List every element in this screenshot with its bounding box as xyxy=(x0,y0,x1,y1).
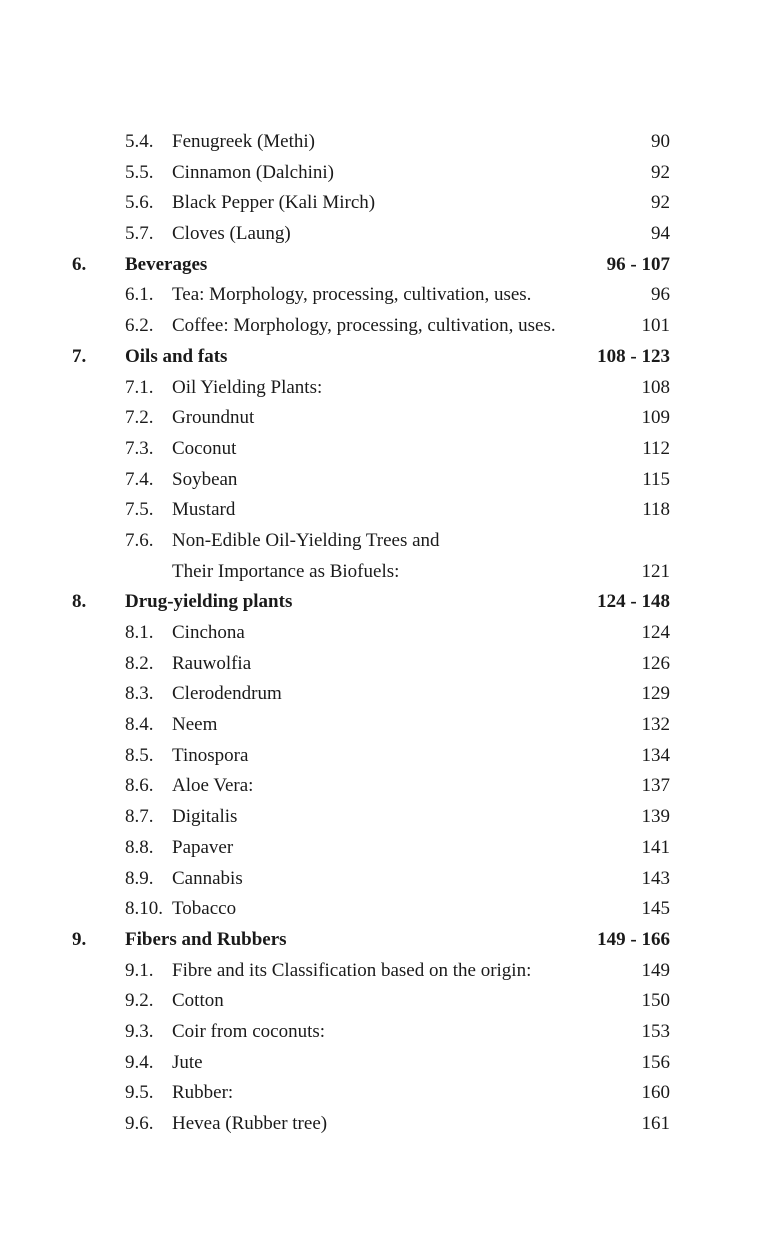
toc-entry-page: 108 - 123 xyxy=(597,345,670,367)
toc-section-row xyxy=(0,434,761,465)
toc-entry-title: Groundnut xyxy=(172,407,255,429)
toc-entry-title: Coconut xyxy=(172,437,237,459)
toc-entry-number: 9.5. xyxy=(125,1082,154,1104)
toc-section-row xyxy=(0,741,761,772)
toc-entry-page: 126 xyxy=(641,652,670,674)
toc-section-row xyxy=(0,526,761,557)
toc-entry-page: 124 - 148 xyxy=(597,591,670,613)
toc-section-row xyxy=(0,1078,761,1109)
toc-entry-title: Tinospora xyxy=(172,744,249,766)
toc-chapter-row xyxy=(0,587,761,618)
toc-entry-title: Fenugreek (Methi) xyxy=(172,131,315,152)
toc-section-row xyxy=(0,894,761,925)
toc-entry-page: 143 xyxy=(641,867,670,889)
toc-entry-number: 7.3. xyxy=(125,437,154,459)
toc-entry-title: Papaver xyxy=(172,836,234,858)
toc-entry-title: Cinnamon (Dalchini) xyxy=(172,161,334,183)
toc-entry-page: 145 xyxy=(641,898,670,920)
toc-entry-number: 8.3. xyxy=(125,683,154,705)
toc-entry-page: 112 xyxy=(642,437,670,459)
toc-entry-number: 8.10. xyxy=(125,898,163,920)
toc-entry-title: Fibers and Rubbers xyxy=(125,928,287,950)
toc-entry-page: 150 xyxy=(641,990,670,1012)
toc-entry-number: 6.2. xyxy=(125,315,154,337)
toc-entry-number: 5.5. xyxy=(125,161,154,183)
toc-section-row xyxy=(0,956,761,987)
toc-chapter-row xyxy=(0,925,761,956)
toc-section-row xyxy=(0,219,761,250)
toc-entry-number: 6. xyxy=(72,253,87,275)
toc-section-row xyxy=(0,465,761,496)
toc-entry-number: 5.7. xyxy=(125,223,154,245)
toc-section-row xyxy=(0,188,761,219)
toc-entry-page: 160 xyxy=(641,1082,670,1104)
toc-entry-number: 8.2. xyxy=(125,652,154,674)
toc-entry-number: 8. xyxy=(72,591,87,613)
toc-entry-page: 92 xyxy=(651,161,670,183)
toc-entry-page: 124 xyxy=(641,622,670,643)
toc-entry-number: 7.6. xyxy=(125,529,154,551)
toc-entry-page: 92 xyxy=(651,192,670,214)
toc-section-row xyxy=(0,127,761,158)
toc-entry-number: 9.1. xyxy=(125,959,154,981)
toc-entry-number: 9.4. xyxy=(125,1051,154,1073)
toc-entry-title: Neem xyxy=(172,714,218,736)
toc-section-row xyxy=(0,710,761,741)
toc-entry-title: Their Importance as Biofuels: xyxy=(172,560,400,582)
toc-entry-number: 5.6. xyxy=(125,192,154,214)
toc-entry-page: 161 xyxy=(641,1113,670,1134)
toc-entry-page: 109 xyxy=(641,407,670,429)
toc-entry-title: Tea: Morphology, processing, cultivation, uses. xyxy=(172,284,532,306)
toc-entry-page: 141 xyxy=(641,836,670,858)
toc-section-row xyxy=(0,986,761,1017)
toc-chapter-row xyxy=(0,250,761,281)
toc-entry-title: Fibre and its Classification based on the origin: xyxy=(172,959,532,981)
toc-entry-number: 8.7. xyxy=(125,806,154,828)
toc-entry-number: 9.2. xyxy=(125,990,154,1012)
toc-entry-number: 8.8. xyxy=(125,836,154,858)
toc-entry-number: 8.5. xyxy=(125,744,154,766)
toc-entry-title: Cotton xyxy=(172,990,224,1012)
toc-entry-page: 139 xyxy=(641,806,670,828)
toc-entry-title: Clerodendrum xyxy=(172,683,282,705)
toc-entry-number: 7.2. xyxy=(125,407,154,429)
toc-entry-page: 156 xyxy=(641,1051,670,1073)
toc-entry-title: Drug-yielding plants xyxy=(125,591,293,613)
toc-section-row xyxy=(0,158,761,189)
toc-entry-number: 7. xyxy=(72,345,87,367)
toc-section-row xyxy=(0,311,761,342)
toc-section-row xyxy=(0,649,761,680)
toc-entry-page: 137 xyxy=(641,775,670,797)
toc-entry-number: 7.4. xyxy=(125,468,154,490)
toc-entry-title: Oil Yielding Plants: xyxy=(172,376,323,398)
toc-section-row xyxy=(0,679,761,710)
toc-entry-page: 96 - 107 xyxy=(606,253,670,275)
toc-section-row xyxy=(0,1109,761,1140)
toc-entry-title: Rauwolfia xyxy=(172,652,252,674)
toc-section-row xyxy=(0,618,761,649)
toc-entry-title: Black Pepper (Kali Mirch) xyxy=(172,192,376,214)
toc-entry-number: 8.9. xyxy=(125,867,154,889)
toc-entry-number: 8.1. xyxy=(125,622,154,643)
table-of-contents xyxy=(0,127,761,1140)
toc-entry-page: 129 xyxy=(641,683,670,705)
toc-entry-title: Coffee: Morphology, processing, cultivation, uses. xyxy=(172,315,556,337)
toc-entry-page: 132 xyxy=(641,714,670,736)
toc-entry-number: 7.5. xyxy=(125,499,154,521)
toc-section-row xyxy=(0,1017,761,1048)
toc-entry-number: 9. xyxy=(72,928,87,950)
toc-section-row xyxy=(0,557,761,588)
toc-entry-title: Non-Edible Oil-Yielding Trees and xyxy=(172,529,440,551)
toc-entry-title: Hevea (Rubber tree) xyxy=(172,1113,328,1134)
toc-entry-title: Soybean xyxy=(172,468,238,490)
toc-entry-title: Mustard xyxy=(172,499,236,521)
toc-entry-number: 7.1. xyxy=(125,376,154,398)
toc-entry-page: 153 xyxy=(641,1020,670,1042)
toc-entry-title: Oils and fats xyxy=(125,345,228,367)
toc-entry-page: 149 xyxy=(641,959,670,981)
toc-entry-title: Cinchona xyxy=(172,622,245,643)
toc-entry-page: 101 xyxy=(641,315,670,337)
toc-section-row xyxy=(0,1048,761,1079)
toc-chapter-row xyxy=(0,342,761,373)
toc-entry-number: 9.3. xyxy=(125,1020,154,1042)
toc-entry-page: 134 xyxy=(641,744,670,766)
toc-entry-title: Rubber: xyxy=(172,1082,234,1104)
toc-entry-title: Tobacco xyxy=(172,898,237,920)
toc-entry-number: 8.4. xyxy=(125,714,154,736)
toc-entry-page: 90 xyxy=(651,131,670,152)
toc-entry-page: 121 xyxy=(641,560,670,582)
toc-entry-title: Beverages xyxy=(125,253,208,275)
toc-section-row xyxy=(0,802,761,833)
toc-section-row xyxy=(0,833,761,864)
toc-entry-page: 96 xyxy=(651,284,670,306)
toc-entry-number: 8.6. xyxy=(125,775,154,797)
toc-entry-page: 118 xyxy=(642,499,670,521)
toc-section-row xyxy=(0,373,761,404)
toc-entry-title: Jute xyxy=(172,1051,203,1073)
toc-entry-page: 94 xyxy=(651,223,670,245)
toc-entry-title: Cloves (Laung) xyxy=(172,223,291,245)
toc-entry-title: Cannabis xyxy=(172,867,243,889)
toc-entry-title: Digitalis xyxy=(172,806,238,828)
toc-section-row xyxy=(0,864,761,895)
toc-entry-number: 6.1. xyxy=(125,284,154,306)
toc-entry-title: Aloe Vera: xyxy=(172,775,254,797)
toc-entry-number: 5.4. xyxy=(125,131,154,152)
toc-section-row xyxy=(0,403,761,434)
toc-entry-page: 108 xyxy=(641,376,670,398)
toc-section-row xyxy=(0,495,761,526)
toc-section-row xyxy=(0,280,761,311)
toc-section-row xyxy=(0,771,761,802)
toc-entry-title: Coir from coconuts: xyxy=(172,1020,326,1042)
toc-entry-page: 115 xyxy=(642,468,670,490)
toc-entry-number: 9.6. xyxy=(125,1113,154,1134)
toc-entry-page: 149 - 166 xyxy=(597,928,670,950)
